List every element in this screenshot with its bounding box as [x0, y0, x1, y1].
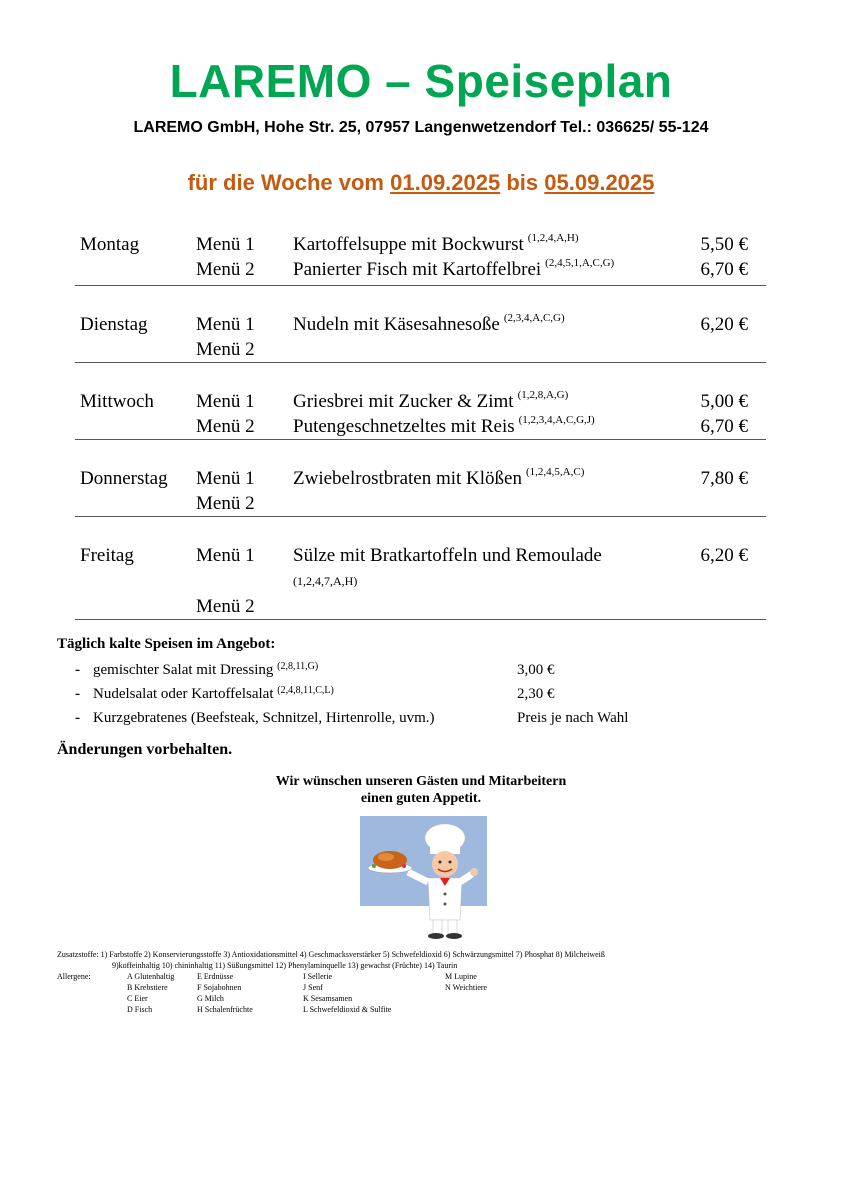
list-item	[57, 658, 757, 682]
week-start-date: 01.09.2025	[390, 170, 501, 195]
menu-label: Menü 2	[196, 493, 255, 514]
menu-row	[75, 389, 766, 414]
menu-label: Menü 1	[196, 234, 255, 255]
item-name: gemischter Salat mit Dressing $^{(2,8,11,G)}$	[93, 661, 319, 678]
allergen-row: B Krebstiere F Sojabohnen J Senf N Weichtiere	[127, 983, 488, 992]
item-name: Nudelsalat oder Kartoffelsalat $^{(2,4,8,11,C,L)}$	[93, 685, 334, 702]
week-range: für die Woche vom 01.09.2025 bis 05.09.2025	[187, 170, 655, 195]
menu-row	[75, 466, 766, 491]
allergen-codes: (2,8,11,G)	[277, 661, 319, 672]
menu-label: Menü 2	[196, 596, 255, 617]
dish-name: Zwiebelrostbraten mit Klößen $^{(1,2,4,5,A,C)}$	[293, 466, 585, 489]
menu-row	[75, 414, 766, 439]
changes-notice: Änderungen vorbehalten.	[57, 741, 233, 758]
dish-name: Panierter Fisch mit Kartoffelbrei $^{(2,4,5,1,A,C,G)}$	[293, 257, 615, 280]
day-block-montag	[75, 228, 766, 286]
page-title: LAREMO – Speiseplan	[169, 55, 673, 107]
menu-row	[75, 257, 766, 282]
legend	[57, 949, 767, 1015]
greeting: Wir wünschen unseren Gästen und Mitarbeitern einen guten Appetit.	[275, 774, 567, 806]
day-block-dienstag	[75, 286, 766, 363]
week-end-date: 05.09.2025	[544, 170, 655, 195]
allergen-codes: (1,2,4,7,A,H)	[293, 574, 358, 588]
day-name: Freitag	[80, 545, 134, 566]
company-address: LAREMO GmbH, Hohe Str. 25, 07957 Langenwetzendorf Tel.: 036625/ 55-124	[133, 119, 709, 136]
dish-price: 7,80 €	[700, 468, 748, 489]
chef-illustration	[360, 816, 487, 940]
list-item	[57, 706, 757, 730]
bullet-dash: -	[75, 710, 80, 726]
allergen-row: C Eier G Milch K Sesamsamen	[127, 994, 353, 1003]
dish-price: 6,20 €	[700, 545, 748, 566]
dish-name: Nudeln mit Käsesahnesoße $^{(2,3,4,A,C,G)}$	[293, 312, 565, 335]
allergen-label: Allergene:	[57, 972, 91, 981]
dish-name: Griesbrei mit Zucker & Zimt $^{(1,2,8,A,G)}$	[293, 389, 569, 412]
additives-line: Zusatzstoffe: 1) Farbstoffe 2) Konservierungsstoffe 3) Antioxidationsmittel 4) Geschmacksverstärker 5) Schwefeldioxid 6) Schwärzungsmittel 7) Phosphat 8) Milcheiweiß	[57, 950, 605, 959]
allergen-row: D Fisch H Schalenfrüchte L Schwefeldioxid & Sulfite	[127, 1005, 392, 1014]
allergen-codes: (1,2,4,A,H)	[527, 232, 579, 244]
dish-price: 6,20 €	[700, 314, 748, 335]
dish-name: Kartoffelsuppe mit Bockwurst $^{(1,2,4,A,H)}$	[293, 232, 579, 255]
item-price: 2,30 €	[517, 686, 555, 702]
dish-name: Sülze mit Bratkartoffeln und Remoulade	[293, 545, 602, 566]
day-name: Dienstag	[80, 314, 148, 335]
dish-price: 6,70 €	[700, 416, 748, 437]
weekly-menu-table	[75, 228, 766, 620]
day-block-donnerstag	[75, 440, 766, 517]
allergen-codes: (2,4,8,11,C,L)	[277, 685, 334, 696]
bullet-dash: -	[75, 662, 80, 678]
allergen-row: Allergene: A Glutenhaltig E Erdnüsse I Sellerie M Lupine	[57, 972, 477, 981]
daily-title: Täglich kalte Speisen im Angebot:	[57, 636, 276, 652]
day-name: Donnerstag	[80, 468, 168, 489]
day-block-mittwoch	[75, 363, 766, 440]
item-price: Preis je nach Wahl	[517, 710, 629, 726]
menu-row	[75, 312, 766, 337]
dish-name: Putengeschnetzeltes mit Reis $^{(1,2,3,4,A,C,G,J)}$	[293, 414, 595, 437]
menu-label: Menü 1	[196, 314, 255, 335]
allergen-codes: (2,4,5,1,A,C,G)	[545, 257, 615, 269]
menu-row	[75, 337, 766, 362]
additives-line: 9)koffeinhaltig 10) chininhaltig 11) Süßungsmittel 12) Phenylaminquelle 13) gewachst (Früchte) 14) Taurin	[112, 961, 458, 970]
list-item	[57, 682, 757, 706]
menu-row	[75, 594, 766, 619]
dish-price: 5,00 €	[700, 391, 748, 412]
item-name: Kurzgebratenes (Beefsteak, Schnitzel, Hirtenrolle, uvm.)	[93, 710, 435, 726]
day-block-freitag	[75, 517, 766, 620]
day-name: Montag	[80, 234, 140, 255]
allergen-codes: (1,2,4,5,A,C)	[526, 466, 585, 478]
menu-row	[75, 543, 766, 588]
day-name: Mittwoch	[80, 391, 154, 412]
dish-price: 5,50 €	[700, 234, 748, 255]
menu-label: Menü 2	[196, 259, 255, 280]
menu-label: Menü 2	[196, 416, 255, 437]
menu-row	[75, 232, 766, 257]
menu-label: Menü 2	[196, 339, 255, 360]
dish-price: 6,70 €	[700, 259, 748, 280]
bullet-dash: -	[75, 686, 80, 702]
item-price: 3,00 €	[517, 662, 555, 678]
menu-label: Menü 1	[196, 468, 255, 489]
allergen-codes: (1,2,3,4,A,C,G,J)	[518, 414, 595, 426]
allergen-codes: (2,3,4,A,C,G)	[503, 312, 565, 324]
menu-row	[75, 491, 766, 516]
allergen-codes: (1,2,8,A,G)	[517, 389, 569, 401]
daily-cold-dishes	[57, 636, 757, 730]
menu-label: Menü 1	[196, 391, 255, 412]
menu-label: Menü 1	[196, 545, 255, 566]
